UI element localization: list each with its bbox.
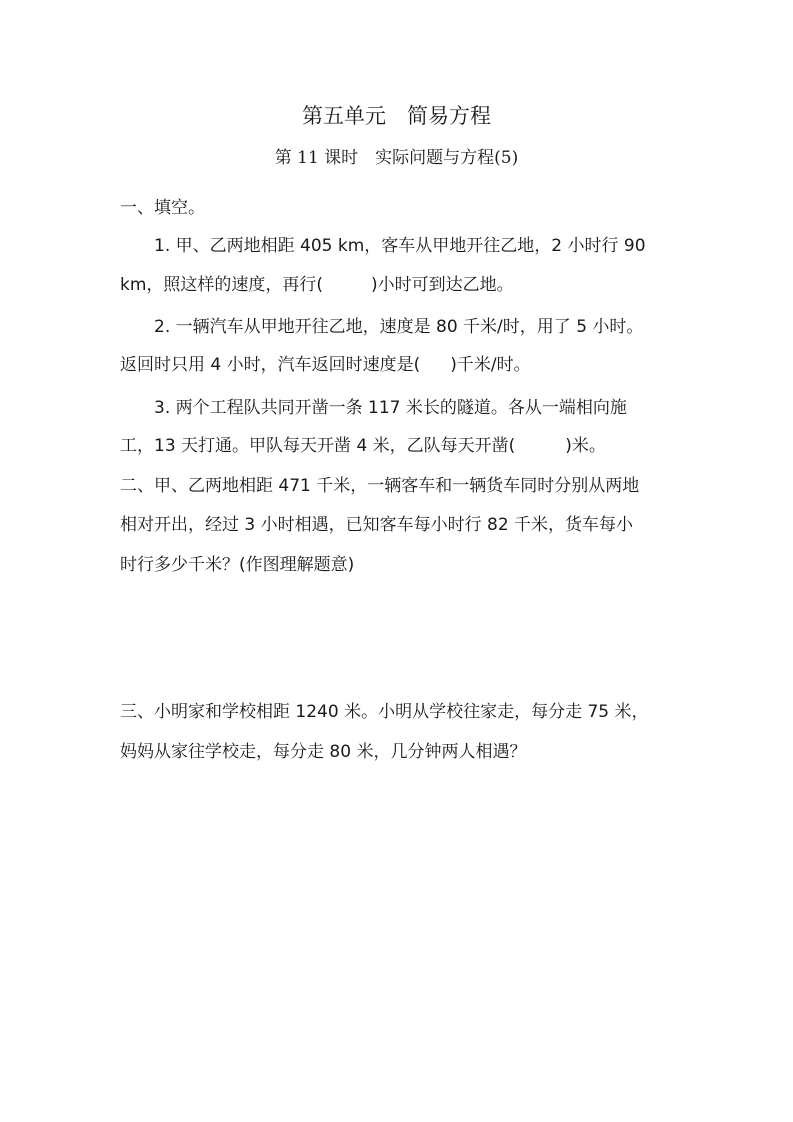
q2-line2-after-blank: )千米/时。: [450, 355, 531, 375]
q1-line1: 1. 甲、乙两地相距 405 km，客车从甲地开往乙地，2 小时行 90: [154, 236, 646, 256]
page-title: 第五单元 简易方程: [302, 104, 491, 128]
section2-line1: 二、甲、乙两地相距 471 千米，一辆客车和一辆货车同时分别从两地: [120, 476, 640, 496]
q2-line1-text: 2. 一辆汽车从甲地开往乙地，速度是 80 千米/时，用了 5 小时。: [154, 317, 644, 337]
section3-line1: 三、小明家和学校相距 1240 米。小明从学校往家走，每分走 75 米，: [120, 702, 649, 722]
q3-line1: 3. 两个工程队共同开凿一条 117 米长的隧道。各从一端相向施: [154, 398, 627, 418]
section1-heading: 一、填空。: [120, 198, 205, 218]
section2-line2: 相对开出，经过 3 小时相遇，已知客车每小时行 82 千米，货车每小: [120, 515, 634, 535]
section3-line2: 妈妈从家往学校走，每分走 80 米，几分钟两人相遇？: [120, 742, 527, 762]
section2-line3: 时行多少千米？(作图理解题意): [120, 555, 355, 575]
q2-line2: [120, 352, 531, 378]
q3-line2-after-blank: )米。: [565, 436, 606, 456]
lesson-subtitle: 第 11 课时 实际问题与方程(5): [274, 148, 519, 168]
q3-line2-before-blank: 工，13 天打通。甲队每天开凿 4 米，乙队每天开凿(: [120, 436, 516, 456]
q3-line2: [120, 433, 606, 459]
q2-line2-before-blank: 返回时只用 4 小时，汽车返回时速度是(: [120, 355, 421, 375]
q1-line2: [120, 272, 514, 298]
q1-line2-after-blank: )小时可到达乙地。: [371, 275, 514, 295]
q1-line2-before-blank: km，照这样的速度，再行(: [120, 275, 324, 295]
